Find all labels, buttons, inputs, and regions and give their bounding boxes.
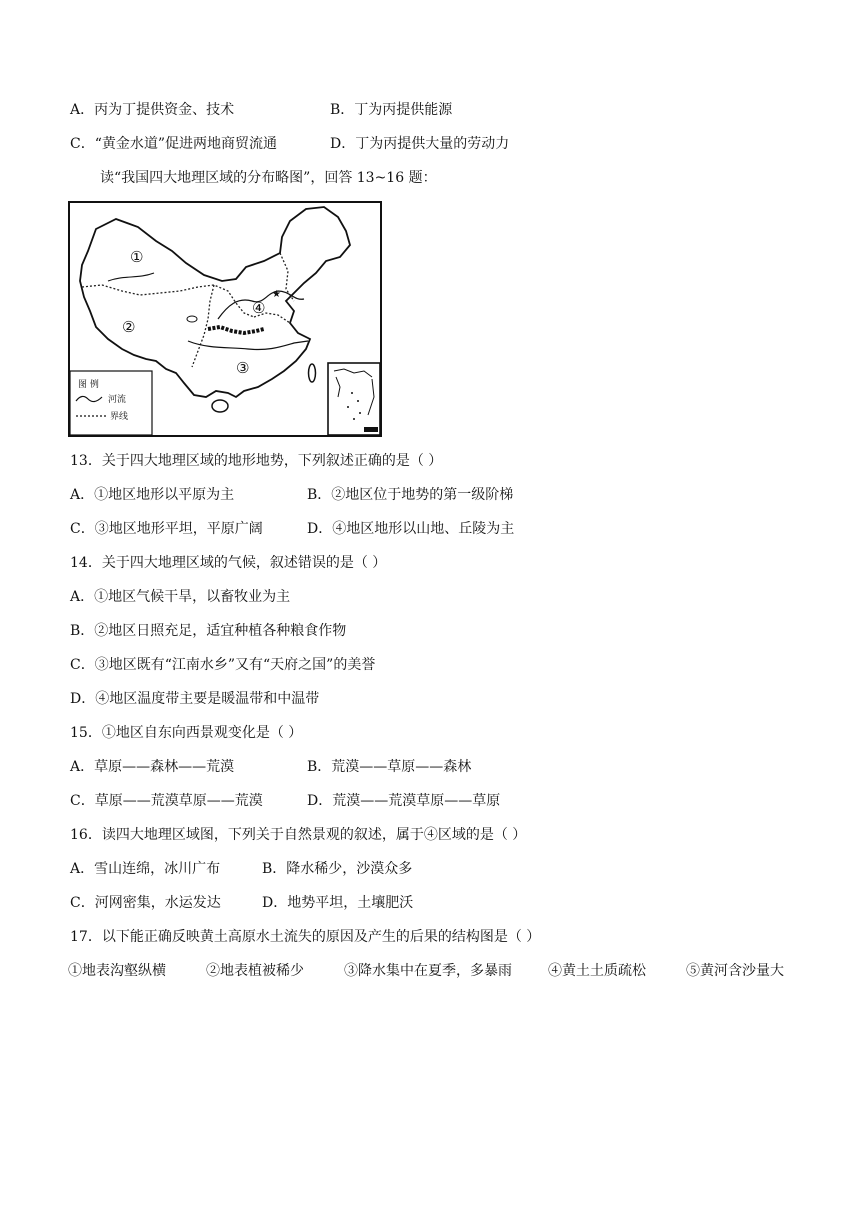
q12-option-d: D．丁为丙提供大量的劳动力 bbox=[330, 136, 510, 152]
q15-option-d: D．荒漠——荒漠草原——草原 bbox=[307, 793, 501, 809]
q12-option-c: C．“黄金水道”促进两地商贸流通 bbox=[70, 136, 278, 152]
q17-item-4: ④黄土土质疏松 bbox=[548, 963, 646, 979]
q17-item-5: ⑤黄河含沙量大 bbox=[686, 963, 784, 979]
q14-stem: 14．关于四大地理区域的气候，叙述错误的是（ ） bbox=[70, 555, 387, 571]
q14-option-b: B．②地区日照充足，适宜种植各种粮食作物 bbox=[70, 623, 347, 639]
q16-option-a: A．雪山连绵，冰川广布 bbox=[70, 861, 221, 877]
q13-stem: 13．关于四大地理区域的地形地势，下列叙述正确的是（ ） bbox=[70, 453, 443, 469]
q15-option-b: B．荒漠——草原——森林 bbox=[307, 759, 472, 775]
q15-stem: 15．①地区自东向西景观变化是（ ） bbox=[70, 725, 303, 741]
q17-stem: 17．以下能正确反映黄土高原水土流失的原因及产生的后果的结构图是（ ） bbox=[70, 929, 541, 945]
q16-stem: 16．读四大地理区域图，下列关于自然景观的叙述，属于④区域的是（ ） bbox=[70, 827, 527, 843]
q17-item-3: ③降水集中在夏季，多暴雨 bbox=[344, 963, 512, 979]
q13-option-a: A．①地区地形以平原为主 bbox=[70, 487, 235, 503]
beijing-star-icon: ★ bbox=[272, 289, 281, 300]
q14-option-d: D．④地区温度带主要是暖温带和中温带 bbox=[70, 691, 320, 707]
map-legend bbox=[70, 371, 152, 435]
legend-title: 图 例 bbox=[78, 380, 99, 390]
q13-option-b: B．②地区位于地势的第一级阶梯 bbox=[307, 487, 514, 503]
q16-option-d: D．地势平坦，土壤肥沃 bbox=[262, 895, 414, 911]
region-label-3: ③ bbox=[236, 359, 250, 377]
region-label-2: ② bbox=[122, 318, 136, 336]
south-china-sea-inset bbox=[328, 363, 380, 435]
q15-option-c: C．草原——荒漠草原——荒漠 bbox=[70, 793, 263, 809]
q17-item-1: ①地表沟壑纵横 bbox=[68, 963, 166, 979]
region-label-4: ④ bbox=[252, 299, 266, 317]
q17-item-2: ②地表植被稀少 bbox=[206, 963, 304, 979]
q12-option-b: B．丁为丙提供能源 bbox=[330, 102, 453, 118]
china-regions-map bbox=[68, 201, 382, 437]
q13-option-c: C．③地区地形平坦，平原广阔 bbox=[70, 521, 263, 537]
q14-option-a: A．①地区气候干旱，以畜牧业为主 bbox=[70, 589, 291, 605]
legend-river-label: 河流 bbox=[108, 395, 127, 405]
q12-option-a: A．丙为丁提供资金、技术 bbox=[70, 102, 235, 118]
region-label-1: ① bbox=[130, 248, 144, 266]
q14-option-c: C．③地区既有“江南水乡”又有“天府之国”的美誉 bbox=[70, 657, 376, 673]
q13-option-d: D．④地区地形以山地、丘陵为主 bbox=[307, 521, 515, 537]
legend-boundary-label: 界线 bbox=[110, 412, 129, 422]
q16-option-c: C．河网密集，水运发达 bbox=[70, 895, 221, 911]
map-intro: 读“我国四大地理区域的分布略图”，回答 13~16 题： bbox=[100, 170, 437, 186]
q15-option-a: A．草原——森林——荒漠 bbox=[70, 759, 235, 775]
q16-option-b: B．降水稀少，沙漠众多 bbox=[262, 861, 413, 877]
